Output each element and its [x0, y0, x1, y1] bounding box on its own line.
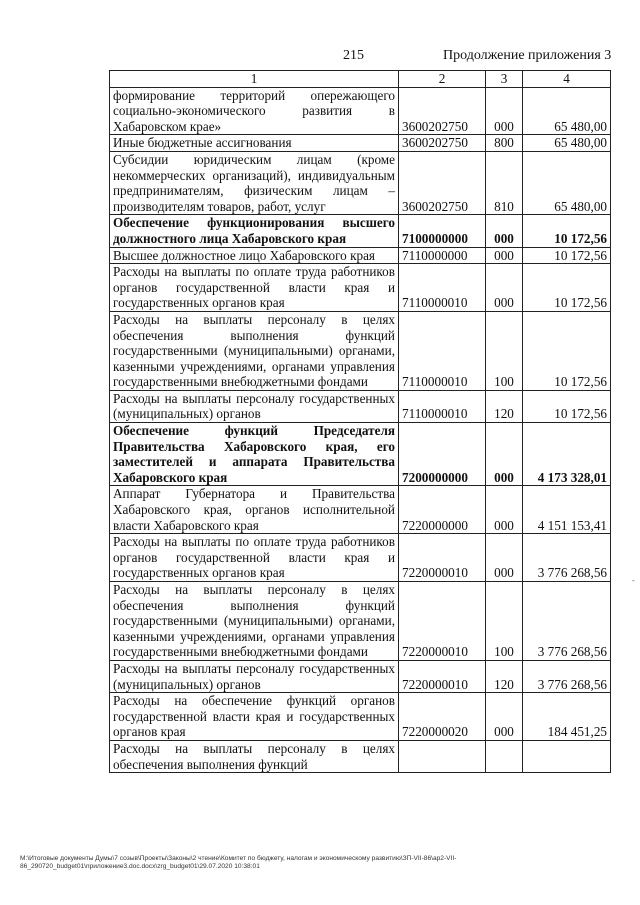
row-name-cell: Субсидии юридическим лицам (кроме некоммерческих организаций), индивидуальным предпринимателям, физическим лицам – производителям товаров, работ, услуг [110, 151, 399, 214]
row-name-cell: Обеспечение функционирования высшего должностного лица Хабаровского края [110, 215, 399, 247]
row-sum-cell: 10 172,56 [523, 264, 611, 312]
row-name-cell: Расходы на выплаты персоналу в целях обеспечения выполнения функций [110, 740, 399, 772]
row-type-cell: 810 [486, 151, 523, 214]
row-name-cell: Обеспечение функций Председателя Правительства Хабаровского края, его заместителей и аппарата Правительства Хабаровского края [110, 423, 399, 486]
table-row [110, 534, 611, 582]
row-type-cell: 000 [486, 486, 523, 534]
row-sum-cell: 65 480,00 [523, 151, 611, 214]
table-row [110, 264, 611, 312]
row-type-cell: 000 [486, 534, 523, 582]
row-type-cell: 000 [486, 215, 523, 247]
table-row [110, 215, 611, 247]
row-code-cell: 7200000000 [399, 423, 486, 486]
column-header-4: 4 [523, 71, 611, 88]
row-code-cell: 3600202750 [399, 151, 486, 214]
row-name-cell: Иные бюджетные ассигнования [110, 135, 399, 152]
row-code-cell: 7110000010 [399, 264, 486, 312]
row-sum-cell: 184 451,25 [523, 693, 611, 741]
row-sum-cell: 3 776 268,56 [523, 582, 611, 661]
row-type-cell: 000 [486, 87, 523, 135]
table-row [110, 311, 611, 390]
row-code-cell: 3600202750 [399, 87, 486, 135]
footer-path-line-1: М:\Итоговые документы Думы\7 созыв\Проекты\Законы\2 чтение\Комитет по бюджету, налогам и экономическому развитию\ЗП-VII-86\ap2-VII- [20, 855, 457, 862]
row-sum-cell: 10 172,56 [523, 311, 611, 390]
row-code-cell: 7220000010 [399, 660, 486, 692]
row-name-cell: Аппарат Губернатора и Правительства Хабаровского края, органов исполнительной власти Хабаровского края [110, 486, 399, 534]
row-sum-cell: 10 172,56 [523, 247, 611, 264]
row-type-cell: 000 [486, 264, 523, 312]
row-sum-cell: 65 480,00 [523, 87, 611, 135]
row-sum-cell: 4 151 153,41 [523, 486, 611, 534]
row-sum-cell [523, 740, 611, 772]
row-sum-cell: 10 172,56 [523, 215, 611, 247]
row-code-cell: 7100000000 [399, 215, 486, 247]
table-row [110, 151, 611, 214]
row-code-cell: 7220000010 [399, 534, 486, 582]
row-code-cell: 7220000010 [399, 582, 486, 661]
budget-table [109, 70, 611, 773]
table-header-row [110, 71, 611, 88]
row-type-cell: 120 [486, 660, 523, 692]
row-type-cell: 100 [486, 311, 523, 390]
footer-path-line-2: 86_290720_budget01\приложение3.doc.docx\zrg_budget01\29.07.2020 10:38:01 [20, 863, 260, 871]
margin-mark: - [632, 576, 635, 585]
row-name-cell: формирование территорий опережающего социально-экономического развития в Хабаровском крае» [110, 87, 399, 135]
row-name-cell: Расходы на обеспечение функций органов государственной власти края и государственных органов края [110, 693, 399, 741]
column-header-3: 3 [486, 71, 523, 88]
row-type-cell: 000 [486, 693, 523, 741]
row-code-cell: 7110000000 [399, 247, 486, 264]
row-code-cell: 7220000020 [399, 693, 486, 741]
row-sum-cell: 3 776 268,56 [523, 660, 611, 692]
page-number: 215 [343, 48, 364, 63]
row-code-cell: 7220000000 [399, 486, 486, 534]
column-header-1: 1 [110, 71, 399, 88]
row-type-cell: 120 [486, 390, 523, 422]
table-row [110, 135, 611, 152]
row-sum-cell: 65 480,00 [523, 135, 611, 152]
table-row [110, 582, 611, 661]
row-type-cell: 100 [486, 582, 523, 661]
table-row [110, 486, 611, 534]
row-sum-cell: 3 776 268,56 [523, 534, 611, 582]
continuation-caption: Продолжение приложения 3 [443, 48, 612, 63]
row-code-cell [399, 740, 486, 772]
table-row [110, 390, 611, 422]
row-name-cell: Расходы на выплаты персоналу государственных (муниципальных) органов [110, 660, 399, 692]
row-code-cell: 3600202750 [399, 135, 486, 152]
row-type-cell: 800 [486, 135, 523, 152]
row-type-cell: 000 [486, 247, 523, 264]
column-header-2: 2 [399, 71, 486, 88]
table-row [110, 247, 611, 264]
row-type-cell [486, 740, 523, 772]
file-path-footer [20, 855, 625, 871]
row-name-cell: Высшее должностное лицо Хабаровского края [110, 247, 399, 264]
row-name-cell: Расходы на выплаты по оплате труда работников органов государственной власти края и государственных органов края [110, 534, 399, 582]
table-row [110, 423, 611, 486]
table-row [110, 740, 611, 772]
table-row [110, 87, 611, 135]
row-code-cell: 7110000010 [399, 390, 486, 422]
row-name-cell: Расходы на выплаты персоналу в целях обеспечения выполнения функций государственными (муниципальными) органами, казенными учреждениями, органами управления государственными внебюджетными фондами [110, 582, 399, 661]
row-sum-cell: 4 173 328,01 [523, 423, 611, 486]
row-type-cell: 000 [486, 423, 523, 486]
row-name-cell: Расходы на выплаты персоналу государственных (муниципальных) органов [110, 390, 399, 422]
row-code-cell: 7110000010 [399, 311, 486, 390]
row-name-cell: Расходы на выплаты по оплате труда работников органов государственной власти края и государственных органов края [110, 264, 399, 312]
table-row [110, 693, 611, 741]
row-sum-cell: 10 172,56 [523, 390, 611, 422]
row-name-cell: Расходы на выплаты персоналу в целях обеспечения выполнения функций государственными (муниципальными) органами, казенными учреждениями, органами управления государственными внебюджетными фондами [110, 311, 399, 390]
table-row [110, 660, 611, 692]
